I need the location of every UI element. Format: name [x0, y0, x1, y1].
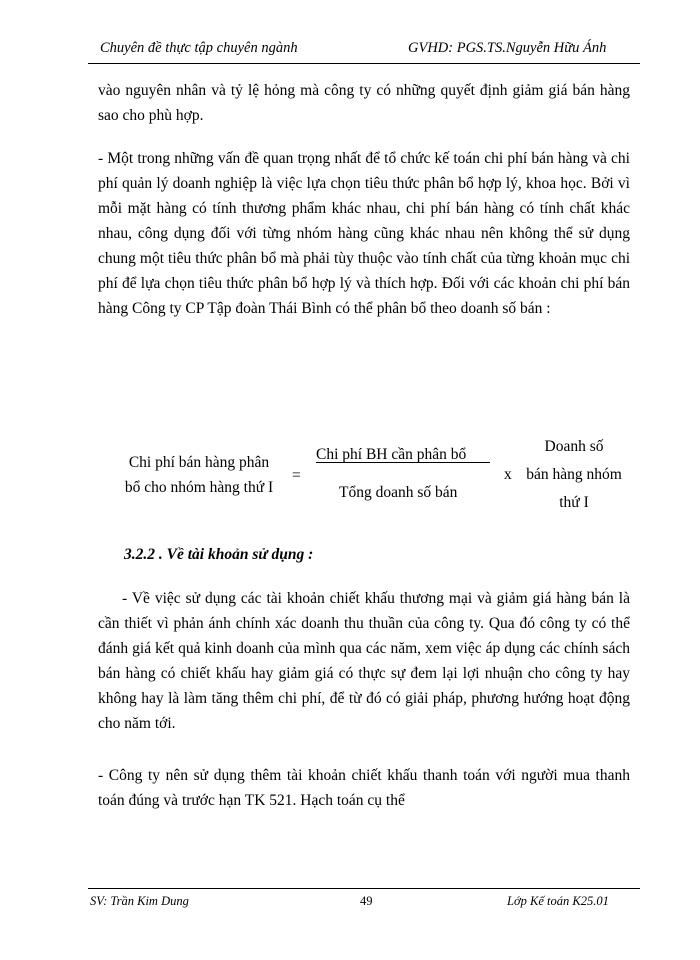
formula-rhs-line1: Doanh số: [544, 438, 604, 455]
formula-equals: =: [292, 467, 301, 484]
page-number: 49: [360, 894, 373, 908]
header-rule: [88, 63, 640, 64]
header-right: GVHD: PGS.TS.Nguyễn Hữu Ánh: [408, 40, 607, 56]
paragraph-1: vào nguyên nhân và tỷ lệ hỏng mà công ty có những quyết định giảm giá bán hàng sao cho phù hợp.: [98, 82, 630, 124]
paragraph-3: - Về việc sử dụng các tài khoản chiết khấu thương mại và giảm giá hàng bán là cần thiết vì phản ánh chính xác doanh thu thuần của công ty. Qua đó công ty có thể đánh giá kết quả kinh doanh của mình qua các năm, xem việc áp dụng các chính sách bán hàng có chiết khấu hay giảm giá có thực sự đem lại lợi nhuận cho công ty hay không hay là làm tăng thêm chi phí, để từ đó có giải pháp, phương hướng hoạt động cho năm tới.: [98, 590, 630, 732]
section-heading: 3.2.2 . Về tài khoản sử dụng :: [124, 546, 314, 563]
formula-denominator: Tổng doanh số bán: [339, 484, 458, 501]
fraction-bar: [316, 462, 490, 463]
formula-lhs: [104, 450, 294, 500]
formula-numerator: Chi phí BH cần phân bổ: [316, 446, 467, 463]
formula-lhs-line2: bổ cho nhóm hàng thứ I: [124, 479, 274, 496]
paragraph-4: - Công ty nên sử dụng thêm tài khoản chiết khấu thanh toán với người mua thanh toán đúng và trước hạn TK 521. Hạch toán cụ thể: [98, 767, 630, 809]
formula-rhs-line2: bán hàng nhóm: [526, 466, 622, 483]
formula-lhs-line1: Chi phí bán hàng phân: [128, 454, 270, 471]
footer-rule: [88, 888, 640, 889]
footer-left: SV: Trần Kim Dung: [90, 894, 189, 908]
paragraph-2: - Một trong những vấn đề quan trọng nhất để tổ chức kế toán chi phí bán hàng và chi phí quản lý doanh nghiệp là việc lựa chọn tiêu thức phân bổ hợp lý, khoa học. Bởi vì mỗi mặt hàng có tính thương phẩm khác nhau, chi phí bán hàng có tính chất khác nhau, công dụng đối với từng nhóm hàng cũng khác nhau nên không thể sử dụng chung một tiêu thức phân bổ mà phải tùy thuộc vào tính chất của từng khoản mục chi phí để lựa chọn tiêu thức phân bổ hợp lý và thích hợp. Đối với các khoản chi phí bán hàng Công ty CP Tập đoàn Thái Bình có thể phân bổ theo doanh số bán :: [98, 150, 630, 317]
header-left: Chuyên đề thực tập chuyên ngành: [100, 40, 298, 56]
formula-rhs-line3: thứ I: [559, 494, 589, 511]
formula-rhs: [518, 433, 630, 517]
footer-right: Lớp Kế toán K25.01: [507, 894, 609, 908]
formula-times: x: [504, 466, 512, 483]
